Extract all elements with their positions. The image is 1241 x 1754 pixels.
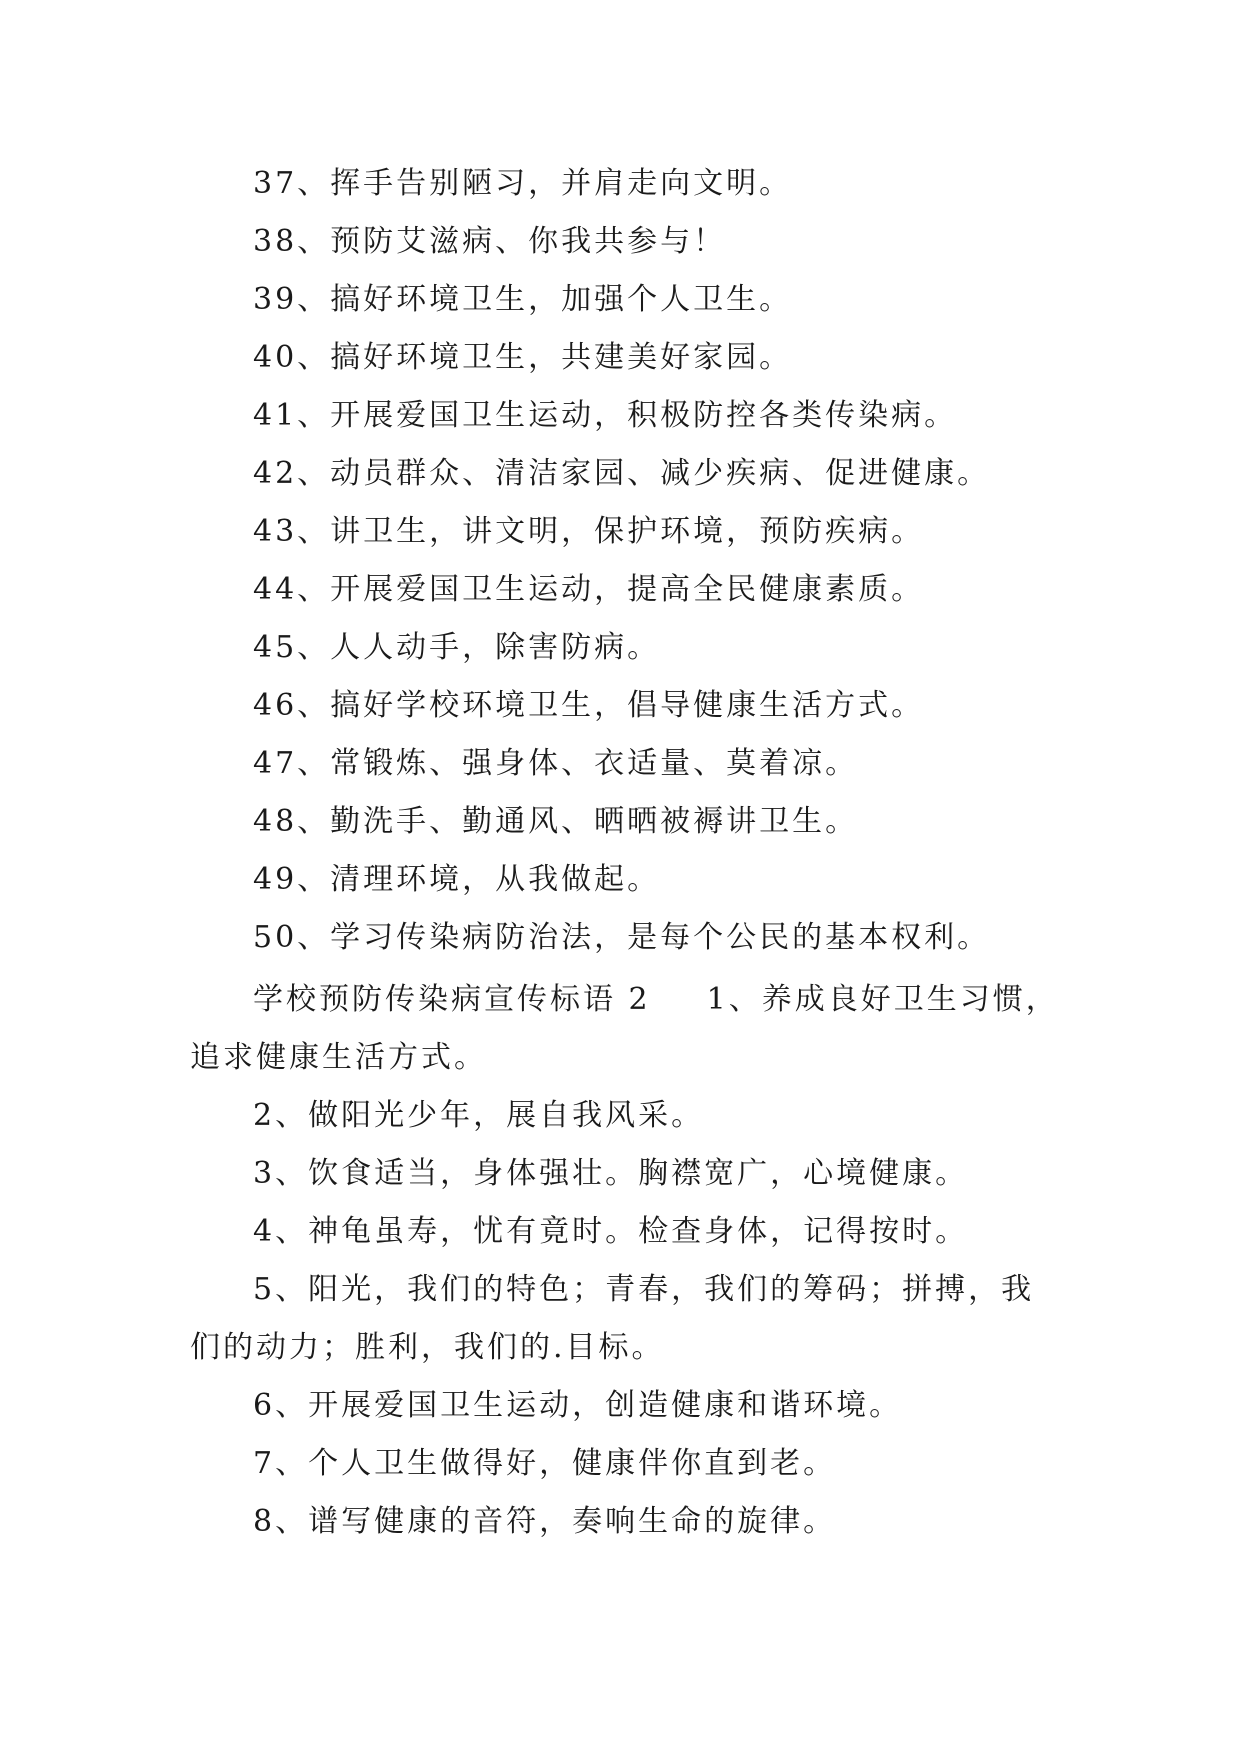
slogan-item: 7、个人卫生做得好，健康伴你直到老。 xyxy=(253,1446,837,1481)
slogan-item: 50、学习传染病防治法，是每个公民的基本权利。 xyxy=(253,920,991,955)
slogan-item: 42、动员群众、清洁家园、减少疾病、促进健康。 xyxy=(253,456,991,491)
slogan-item: 37、挥手告别陋习，并肩走向文明。 xyxy=(253,166,793,201)
slogan-item-continuation: 追求健康生活方式。 xyxy=(190,1040,487,1075)
slogan-item: 6、开展爱国卫生运动，创造健康和谐环境。 xyxy=(253,1388,903,1423)
section-heading: 学校预防传染病宣传标语 2 xyxy=(253,982,651,1017)
section-heading-row xyxy=(253,980,1059,1020)
slogan-item: 49、清理环境，从我做起。 xyxy=(253,862,661,897)
slogan-item-continuation: 们的动力；胜利，我们的.目标。 xyxy=(190,1330,665,1365)
slogan-item: 41、开展爱国卫生运动，积极防控各类传染病。 xyxy=(253,398,958,433)
slogan-item: 44、开展爱国卫生运动，提高全民健康素质。 xyxy=(253,572,925,607)
slogan-item: 39、搞好环境卫生，加强个人卫生。 xyxy=(253,282,793,317)
slogan-item: 5、阳光，我们的特色；青春，我们的筹码；拼搏，我 xyxy=(253,1272,1035,1307)
slogan-item: 4、神龟虽寿，忧有竟时。检查身体，记得按时。 xyxy=(253,1214,969,1249)
slogan-item: 38、预防艾滋病、你我共参与！ xyxy=(253,224,727,259)
slogan-item: 3、饮食适当，身体强壮。胸襟宽广，心境健康。 xyxy=(253,1156,969,1191)
slogan-item: 46、搞好学校环境卫生，倡导健康生活方式。 xyxy=(253,688,925,723)
slogan-item: 2、做阳光少年，展自我风采。 xyxy=(253,1098,705,1133)
slogan-item: 1、养成良好卫生习惯， xyxy=(706,982,1059,1017)
slogan-item: 45、人人动手，除害防病。 xyxy=(253,630,661,665)
slogan-item: 8、谱写健康的音符，奏响生命的旋律。 xyxy=(253,1504,837,1539)
slogan-item: 47、常锻炼、强身体、衣适量、莫着凉。 xyxy=(253,746,859,781)
slogan-item: 43、讲卫生，讲文明，保护环境，预防疾病。 xyxy=(253,514,925,549)
slogan-item: 40、搞好环境卫生，共建美好家园。 xyxy=(253,340,793,375)
slogan-item: 48、勤洗手、勤通风、晒晒被褥讲卫生。 xyxy=(253,804,859,839)
